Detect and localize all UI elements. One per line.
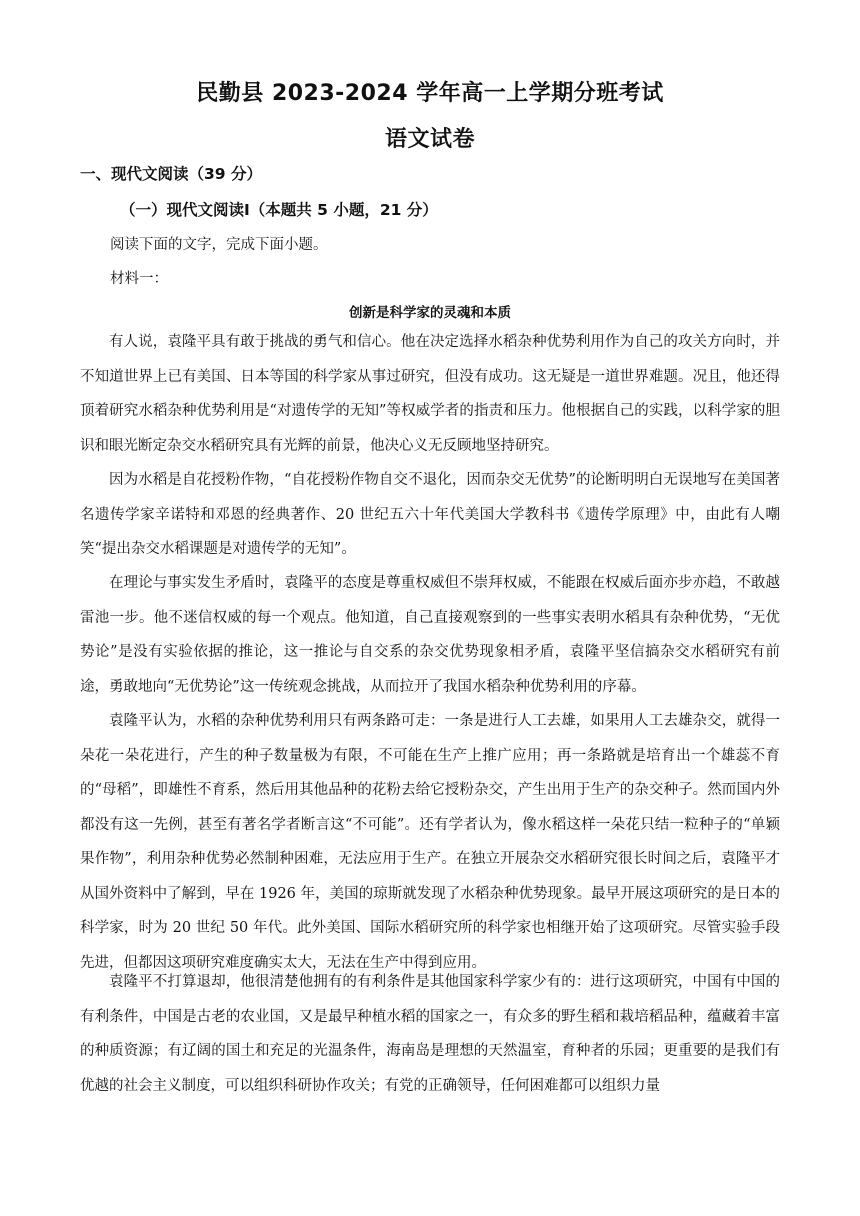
material-label: 材料一： [110,271,168,287]
exam-subject-title: 语文试卷 [384,127,475,152]
article-paragraph: 有人说，袁隆平具有敢于挑战的勇气和信心。他在决定选择水稻杂种优势利用作为自己的攻关方向时，并不知道世界上已有美国、日本等国的科学家从事过研究，但没有成功。这无疑是一道世界难题。况且，他还得顶着研究水稻杂种优势利用是“对遗传学的无知”等权威学者的指责和压力。他根据自己的实践，以科学家的胆识和眼光断定杂交水稻研究具有光辉的前景，他决心义无反顾地坚持研究。 [80,334,780,454]
article-paragraph: 在理论与事实发生矛盾时，袁隆平的态度是尊重权威但不崇拜权威，不能跟在权威后面亦步亦趋，不敢越雷池一步。他不迷信权威的每一个观点。他知道，自己直接观察到的一些事实表明水稻具有杂种优势，“无优势论”是没有实验依据的推论，这一推论与自交系的杂交优势现象相矛盾，袁隆平坚信搞杂交水稻研究有前途，勇敢地向“无优势论”这一传统观念挑战，从而拉开了我国水稻杂种优势利用的序幕。 [80,575,780,695]
article-heading: 创新是科学家的灵魂和本质 [349,305,511,321]
article-paragraph: 袁隆平认为，水稻的杂种优势利用只有两条路可走：一条是进行人工去雄，如果用人工去雄杂交，就得一朵花一朵花进行，产生的种子数量极为有限，不可能在生产上推广应用；再一条路就是培育出一个雄蕊不育的“母稻”，即雄性不育系，然后用其他品种的花粉去给它授粉杂交，产生出用于生产的杂交种子。然而国内外都没有这一先例，甚至有著名学者断言这“不可能”。还有学者认为，像水稻这样一朵花只结一粒种子的“单颖果作物”，利用杂种优势必然制种困难，无法应用于生产。在独立开展杂交水稻研究很长时间之后，袁隆平才从国外资料中了解到，早在 1926 年，美国的琼斯就发现了水稻杂种优势现象。最早开展这项研究的是日本的科学家，时为 20 世纪 50 年代。此外美国、国际水稻研究所的科学家也相继开始了这项研究。尽管实验手段先进，但都因这项研究难度确实太大，无法在生产中得到应用。 [80,713,780,971]
exam-title: 民勤县 2023-2024 学年高一上学期分班考试 [196,81,664,106]
article-paragraph: 因为水稻是自花授粉作物，“自花授粉作物自交不退化，因而杂交无优势”的论断明明白无误地写在美国著名遗传学家辛诺特和邓恩的经典著作、20 世纪五六十年代美国大学教科书《遗传学原理》中，由此有人嘲笑“提出杂交水稻课题是对遗传学的无知”。 [80,472,780,557]
section-heading: 一、现代文阅读（39 分） [80,165,262,183]
subsection-heading: （一）现代文阅读Ⅰ（本题共 5 小题，21 分） [120,201,438,219]
reading-instruction: 阅读下面的文字，完成下面小题。 [110,237,328,253]
article-paragraph: 袁隆平不打算退却，他很清楚他拥有的有利条件是其他国家科学家少有的：进行这项研究，中国有中国的有利条件，中国是古老的农业国，又是最早种植水稻的国家之一，有众多的野生稻和栽培稻品种，蕴藏着丰富的种质资源；有辽阔的国土和充足的光温条件，海南岛是理想的天然温室，育种者的乐园；更重要的是我们有优越的社会主义制度，可以组织科研协作攻关；有党的正确领导，任何困难都可以组织力量 [80,974,780,1094]
